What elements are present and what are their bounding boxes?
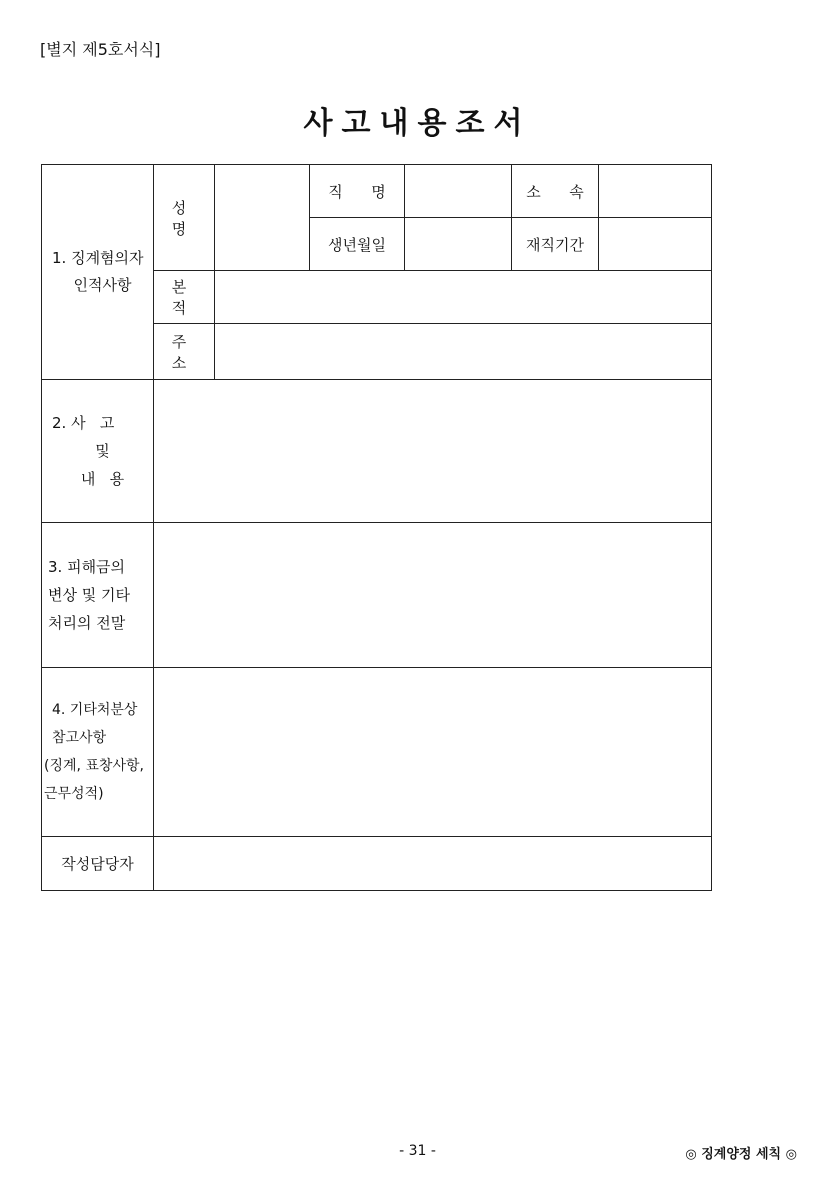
affiliation-value-cell[interactable] (599, 165, 712, 218)
section3-label-line3: 처리의 전말 (48, 614, 126, 632)
section3-content-cell[interactable] (154, 523, 712, 668)
position-label: 직 명 (310, 165, 405, 218)
birth-date-label: 생년월일 (310, 218, 405, 271)
section1-label (42, 165, 154, 380)
section2-label-line3: 내 용 (80, 470, 125, 488)
footer-document-title: ◎ 징계양정 세칙 ◎ (685, 1147, 797, 1162)
address-label: 주 소 (154, 324, 215, 380)
name-label: 성 명 (154, 165, 215, 271)
domicile-label: 본 적 (154, 271, 215, 324)
section1-label-line1: 1. 징계혐의자 (52, 249, 144, 267)
tenure-label: 재직기간 (512, 218, 599, 271)
name-value-cell[interactable] (215, 165, 310, 271)
section3-label-line2: 변상 및 기타 (48, 586, 130, 604)
section4-label-line3: (징계, 표창사항, (44, 758, 144, 774)
section4-content-cell[interactable] (154, 668, 712, 837)
section4-label-line1: 4. 기타처분상 (52, 702, 138, 718)
page-title: 사고내용조서 (303, 106, 532, 141)
author-value-cell[interactable] (154, 837, 712, 891)
address-value-cell[interactable] (215, 324, 712, 380)
section2-content-cell[interactable] (154, 380, 712, 523)
domicile-value-cell[interactable] (215, 271, 712, 324)
section1-label-line2: 인적사항 (73, 276, 132, 294)
section4-label (42, 668, 154, 837)
tenure-value-cell[interactable] (599, 218, 712, 271)
section4-label-line4: 근무성적) (44, 786, 104, 802)
section5-label: 작성담당자 (42, 837, 154, 891)
affiliation-label: 소 속 (512, 165, 599, 218)
section4-label-line2: 참고사항 (52, 730, 107, 746)
section3-label-line1: 3. 피해금의 (48, 558, 126, 576)
section2-label-line2: 및 (95, 442, 110, 460)
birth-date-value-cell[interactable] (405, 218, 512, 271)
position-value-cell[interactable] (405, 165, 512, 218)
accident-report-form (41, 164, 712, 891)
form-label: [별지 제5호서식] (40, 40, 161, 59)
page-number: - 31 - (399, 1143, 436, 1159)
section3-label (42, 523, 154, 668)
section2-label-line1: 2. 사 고 (52, 414, 115, 432)
section2-label (42, 380, 154, 523)
